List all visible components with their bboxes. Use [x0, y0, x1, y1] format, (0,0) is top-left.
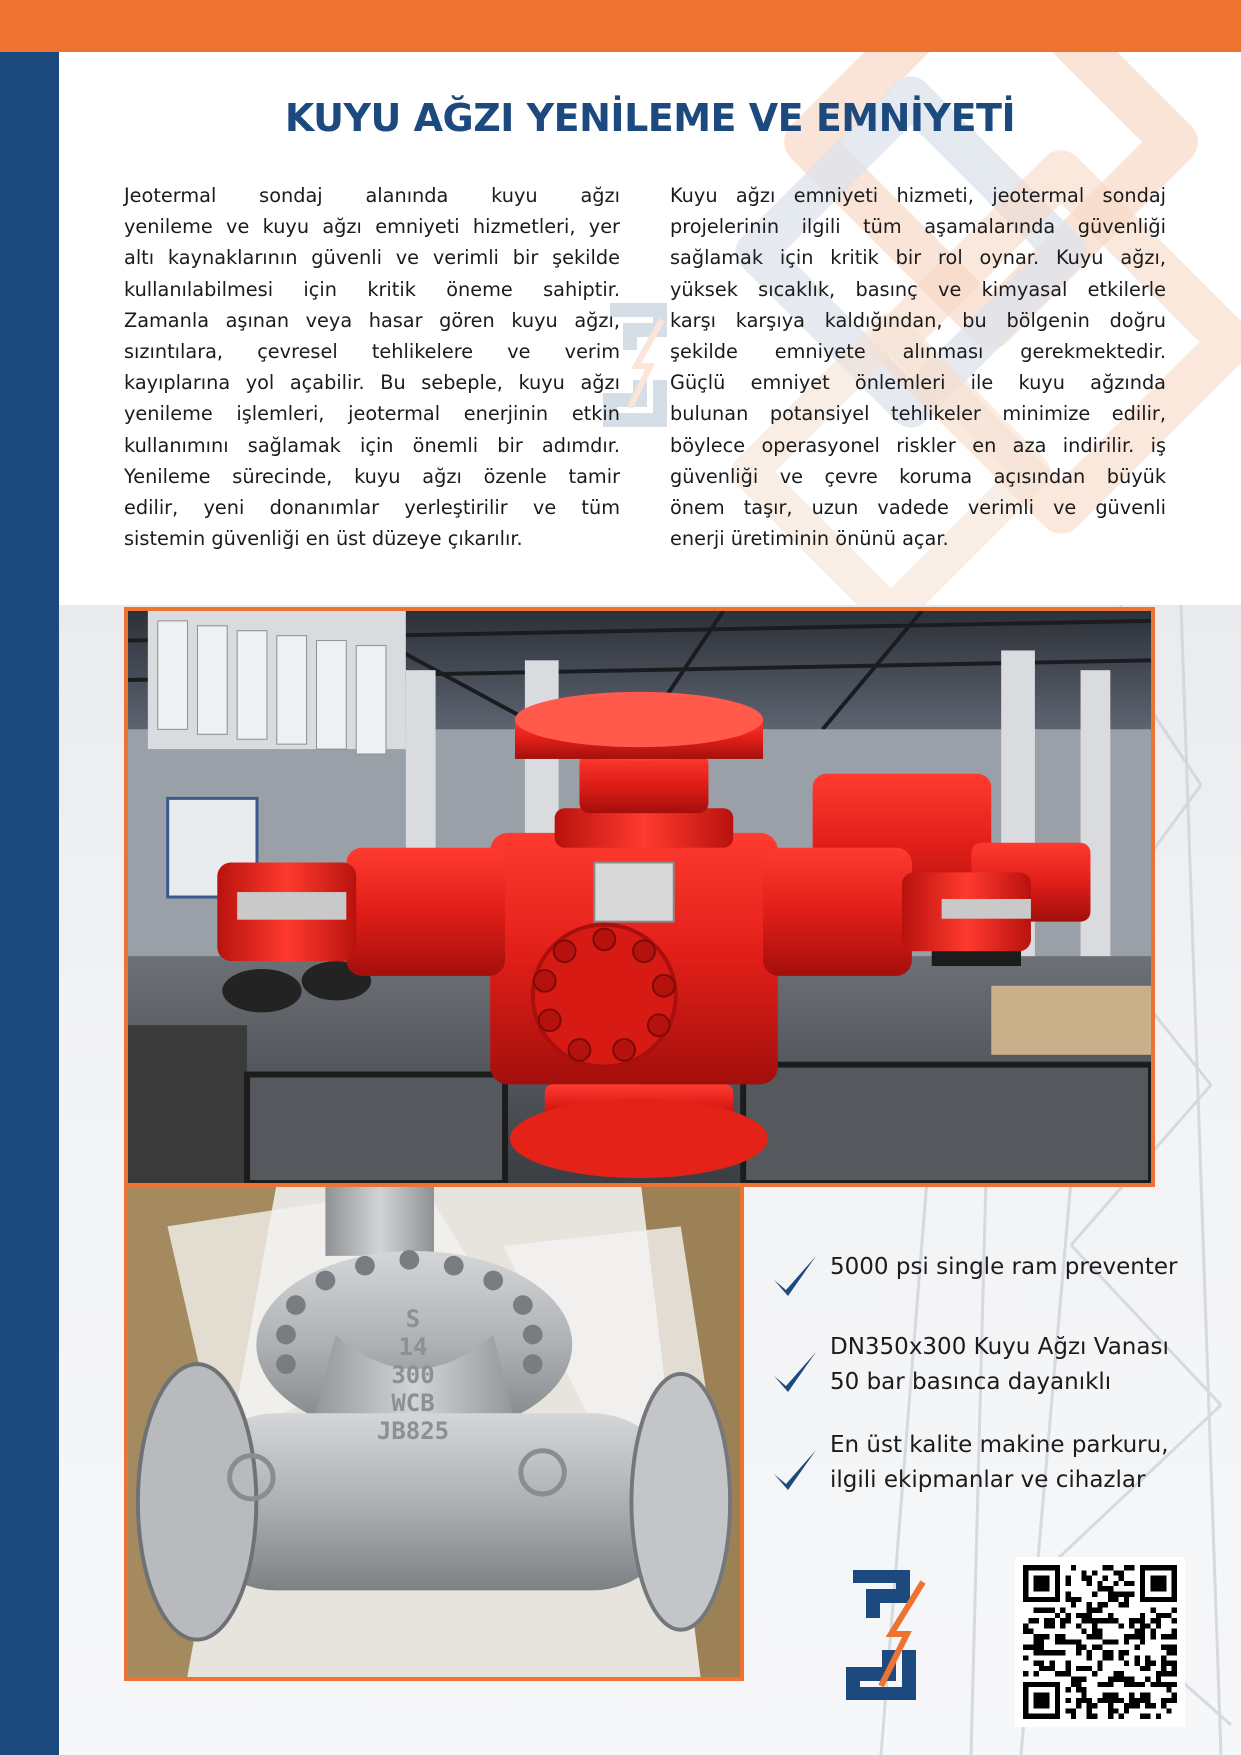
paragraph-line: sistemin güvenliği en üst düzeye çıkarılır. [124, 527, 523, 551]
paragraph-line: önem taşır, uzun vadede verimli ve güvenli [670, 495, 1166, 519]
ram-preventer-photo [124, 607, 1155, 1187]
paragraph-line: Jeotermal sondaj alanında kuyu ağzı [124, 184, 620, 207]
qr-code[interactable] [1015, 1557, 1185, 1727]
paragraph-line: edilir, yeni donanımlar yerleştirilir ve tüm [124, 495, 620, 519]
paragraph-line: Kuyu ağzı emniyeti hizmeti, jeotermal sondaj [670, 184, 1166, 207]
gate-valve-photo [124, 1183, 744, 1681]
paragraph-line: böylece operasyonel riskler en aza indirilir. iş [670, 433, 1166, 457]
paragraph-line: karşı karşıya kaldığından, bu bölgenin doğru [670, 308, 1166, 332]
valve-logo-marking: S [405, 1305, 421, 1333]
valve-marking-code: JB825 [376, 1417, 450, 1445]
paragraph-line: kayıplarına yol açabilir. Bu sebeple, kuyu ağzı [124, 371, 620, 395]
paragraph-line: Güçlü emniyet önlemleri ile kuyu ağzında [670, 371, 1166, 395]
valve-marking-size: 14 [398, 1333, 428, 1361]
feature-line: ilgili ekipmanlar ve cihazlar [830, 1467, 1146, 1493]
paragraph-line: enerji üretiminin önünü açar. [670, 527, 949, 551]
valve-marking-material: WCB [391, 1389, 435, 1417]
paragraph-line: sızıntılara, çevresel tehlikelere ve verim [124, 339, 620, 363]
paragraph-line: güvenliği ve çevre koruma açısından büyük [670, 464, 1166, 488]
side-accent-bar [0, 52, 59, 1755]
feature-line: En üst kalite makine parkuru, [830, 1432, 1169, 1458]
feature-line: 5000 psi single ram preventer [830, 1254, 1178, 1280]
top-accent-bar [0, 0, 1241, 52]
paragraph-line: yüksek sıcaklık, basınç ve kimyasal etkilerle [670, 277, 1166, 301]
checkmark-icon [772, 1350, 818, 1394]
paragraph-line: kullanılabilmesi için kritik öneme sahiptir. [124, 277, 620, 301]
page-title: KUYU AĞZI YENİLEME VE EMNİYETİ [284, 96, 1016, 140]
right-text-column [670, 180, 1166, 554]
paragraph-line: Yenileme sürecinde, kuyu ağzı özenle tamir [124, 464, 620, 488]
paragraph-line: bulunan potansiyel tehlikeler minimize edilir, [670, 402, 1166, 426]
paragraph-line: altı kaynaklarının güvenli ve verimli bir şekilde [124, 246, 620, 270]
checkmark-icon [772, 1448, 818, 1492]
paragraph-line: sağlamak için kritik bir rol oynar. Kuyu ağzı, [670, 246, 1166, 270]
company-logo-icon [845, 1570, 927, 1700]
paragraph-line: projelerinin ilgili tüm aşamalarında güvenliği [670, 215, 1166, 239]
paragraph-line: yenileme ve kuyu ağzı emniyeti hizmetleri, yer [124, 215, 620, 239]
feature-line: DN350x300 Kuyu Ağzı Vanası [830, 1334, 1169, 1360]
checkmark-icon [772, 1254, 818, 1298]
feature-line: 50 bar basınca dayanıklı [830, 1369, 1112, 1395]
valve-marking-class: 300 [391, 1361, 435, 1389]
paragraph-line: kullanımını sağlamak için önemli bir adımdır. [124, 433, 620, 457]
left-text-column [124, 180, 620, 554]
paragraph-line: Zamanla aşınan veya hasar gören kuyu ağzı, [124, 308, 620, 332]
paragraph-line: yenileme işlemleri, jeotermal enerjinin etkin [124, 402, 620, 426]
paragraph-line: şekilde emniyete alınması gerekmektedir. [670, 339, 1166, 363]
